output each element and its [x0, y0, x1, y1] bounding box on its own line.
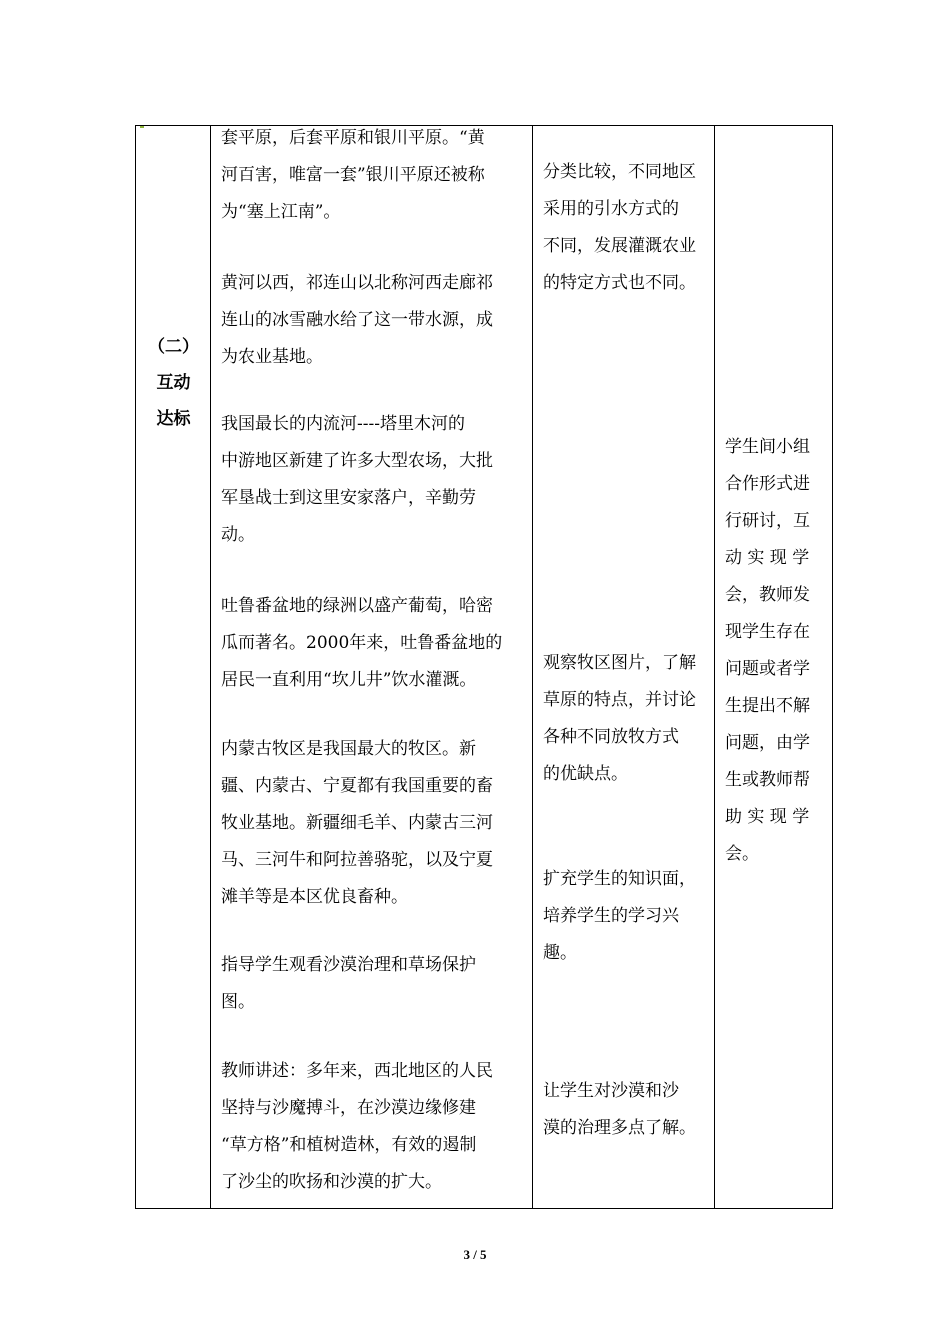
text-line: 吐鲁番盆地的绿洲以盛产葡萄，哈密	[221, 596, 493, 616]
text-line: 草原的特点，并讨论	[543, 690, 696, 710]
text-line: 滩羊等是本区优良畜种。	[221, 887, 408, 907]
text-line: 生或教师帮	[725, 770, 810, 790]
page-number: 3 / 5	[463, 1247, 487, 1262]
text-line: 为农业基地。	[221, 347, 323, 367]
text-line: 观察牧区图片，了解	[543, 653, 696, 673]
text-line: 居民一直利用“坎儿井”饮水灌溉。	[221, 670, 477, 690]
content-paragraph	[221, 1053, 493, 1201]
margin-mark	[140, 126, 144, 128]
teacher-content-column	[211, 126, 533, 1208]
text-line: 培养学生的学习兴	[543, 906, 679, 926]
text-line: 牧业基地。新疆细毛羊、内蒙古三河	[221, 813, 493, 833]
text-line: 图。	[221, 992, 255, 1012]
text-line: 不同，发展灌溉农业	[543, 236, 696, 256]
content-paragraph	[221, 265, 493, 376]
text-line: 漠的治理多点了解。	[543, 1118, 696, 1138]
section-label-line: 互动	[156, 373, 191, 393]
text-line: 问题或者学	[725, 659, 810, 679]
text-line: 现学生存在	[725, 622, 810, 642]
content-paragraph	[221, 947, 476, 1021]
text-line: 瓜而著名。2000年来，吐鲁番盆地的	[221, 633, 503, 653]
text-line: 问题，由学	[725, 733, 810, 753]
text-line: 连山的冰雪融水给了这一带水源，成	[221, 310, 493, 330]
content-paragraph	[221, 588, 502, 699]
text-line: 内蒙古牧区是我国最大的牧区。新	[221, 739, 476, 759]
content-paragraph	[221, 406, 493, 554]
text-line: 合作形式进	[725, 474, 810, 494]
text-line: 学生间小组	[725, 437, 810, 457]
content-paragraph	[221, 120, 485, 231]
text-line: 动 实 现 学	[725, 548, 810, 568]
stage-column	[136, 126, 211, 1208]
text-line: 教师讲述：多年来，西北地区的人民	[221, 1061, 493, 1081]
content-paragraph	[221, 731, 493, 916]
design-intent-column	[715, 126, 834, 1208]
text-line: 会。	[725, 844, 759, 864]
text-line: 趣。	[543, 943, 577, 963]
text-line: 扩充学生的知识面，	[543, 869, 696, 889]
text-line: 套平原，后套平原和银川平原。“黄	[221, 128, 485, 148]
text-line: 让学生对沙漠和沙	[543, 1081, 679, 1101]
text-line: 了沙尘的吹扬和沙漠的扩大。	[221, 1172, 442, 1192]
activity-paragraph	[543, 1073, 696, 1147]
text-line: 分类比较，不同地区	[543, 162, 696, 182]
text-line: 行研讨，互	[725, 511, 810, 531]
text-line: 疆、内蒙古、宁夏都有我国重要的畜	[221, 776, 493, 796]
intent-paragraph	[725, 429, 810, 873]
text-line: 坚持与沙魔搏斗，在沙漠边缘修建	[221, 1098, 476, 1118]
activity-paragraph	[543, 154, 696, 302]
text-line: “草方格”和植树造林，有效的遏制	[221, 1135, 477, 1155]
section-label-line: 达标	[156, 409, 191, 429]
section-label-line: （二）	[148, 337, 199, 357]
text-line: 各种不同放牧方式	[543, 727, 679, 747]
text-line: 河百害，唯富一套”银川平原还被称	[221, 165, 485, 185]
text-line: 的优缺点。	[543, 764, 628, 784]
activity-paragraph	[543, 645, 696, 793]
text-line: 的特定方式也不同。	[543, 273, 696, 293]
activity-paragraph	[543, 861, 696, 972]
text-line: 马、三河牛和阿拉善骆驼，以及宁夏	[221, 850, 493, 870]
text-line: 采用的引水方式的	[543, 199, 679, 219]
text-line: 会，教师发	[725, 585, 810, 605]
text-line: 我国最长的内流河----塔里木河的	[221, 414, 465, 434]
section-label	[136, 329, 211, 437]
text-line: 动。	[221, 525, 255, 545]
text-line: 军垦战士到这里安家落户，辛勤劳	[221, 488, 476, 508]
text-line: 生提出不解	[725, 696, 810, 716]
text-line: 中游地区新建了许多大型农场，大批	[221, 451, 493, 471]
text-line: 助 实 现 学	[725, 807, 810, 827]
text-line: 指导学生观看沙漠治理和草场保护	[221, 955, 476, 975]
text-line: 黄河以西，祁连山以北称河西走廊祁	[221, 273, 493, 293]
text-line: 为“塞上江南”。	[221, 202, 341, 222]
student-activity-column	[533, 126, 715, 1208]
lesson-table	[135, 125, 833, 1209]
